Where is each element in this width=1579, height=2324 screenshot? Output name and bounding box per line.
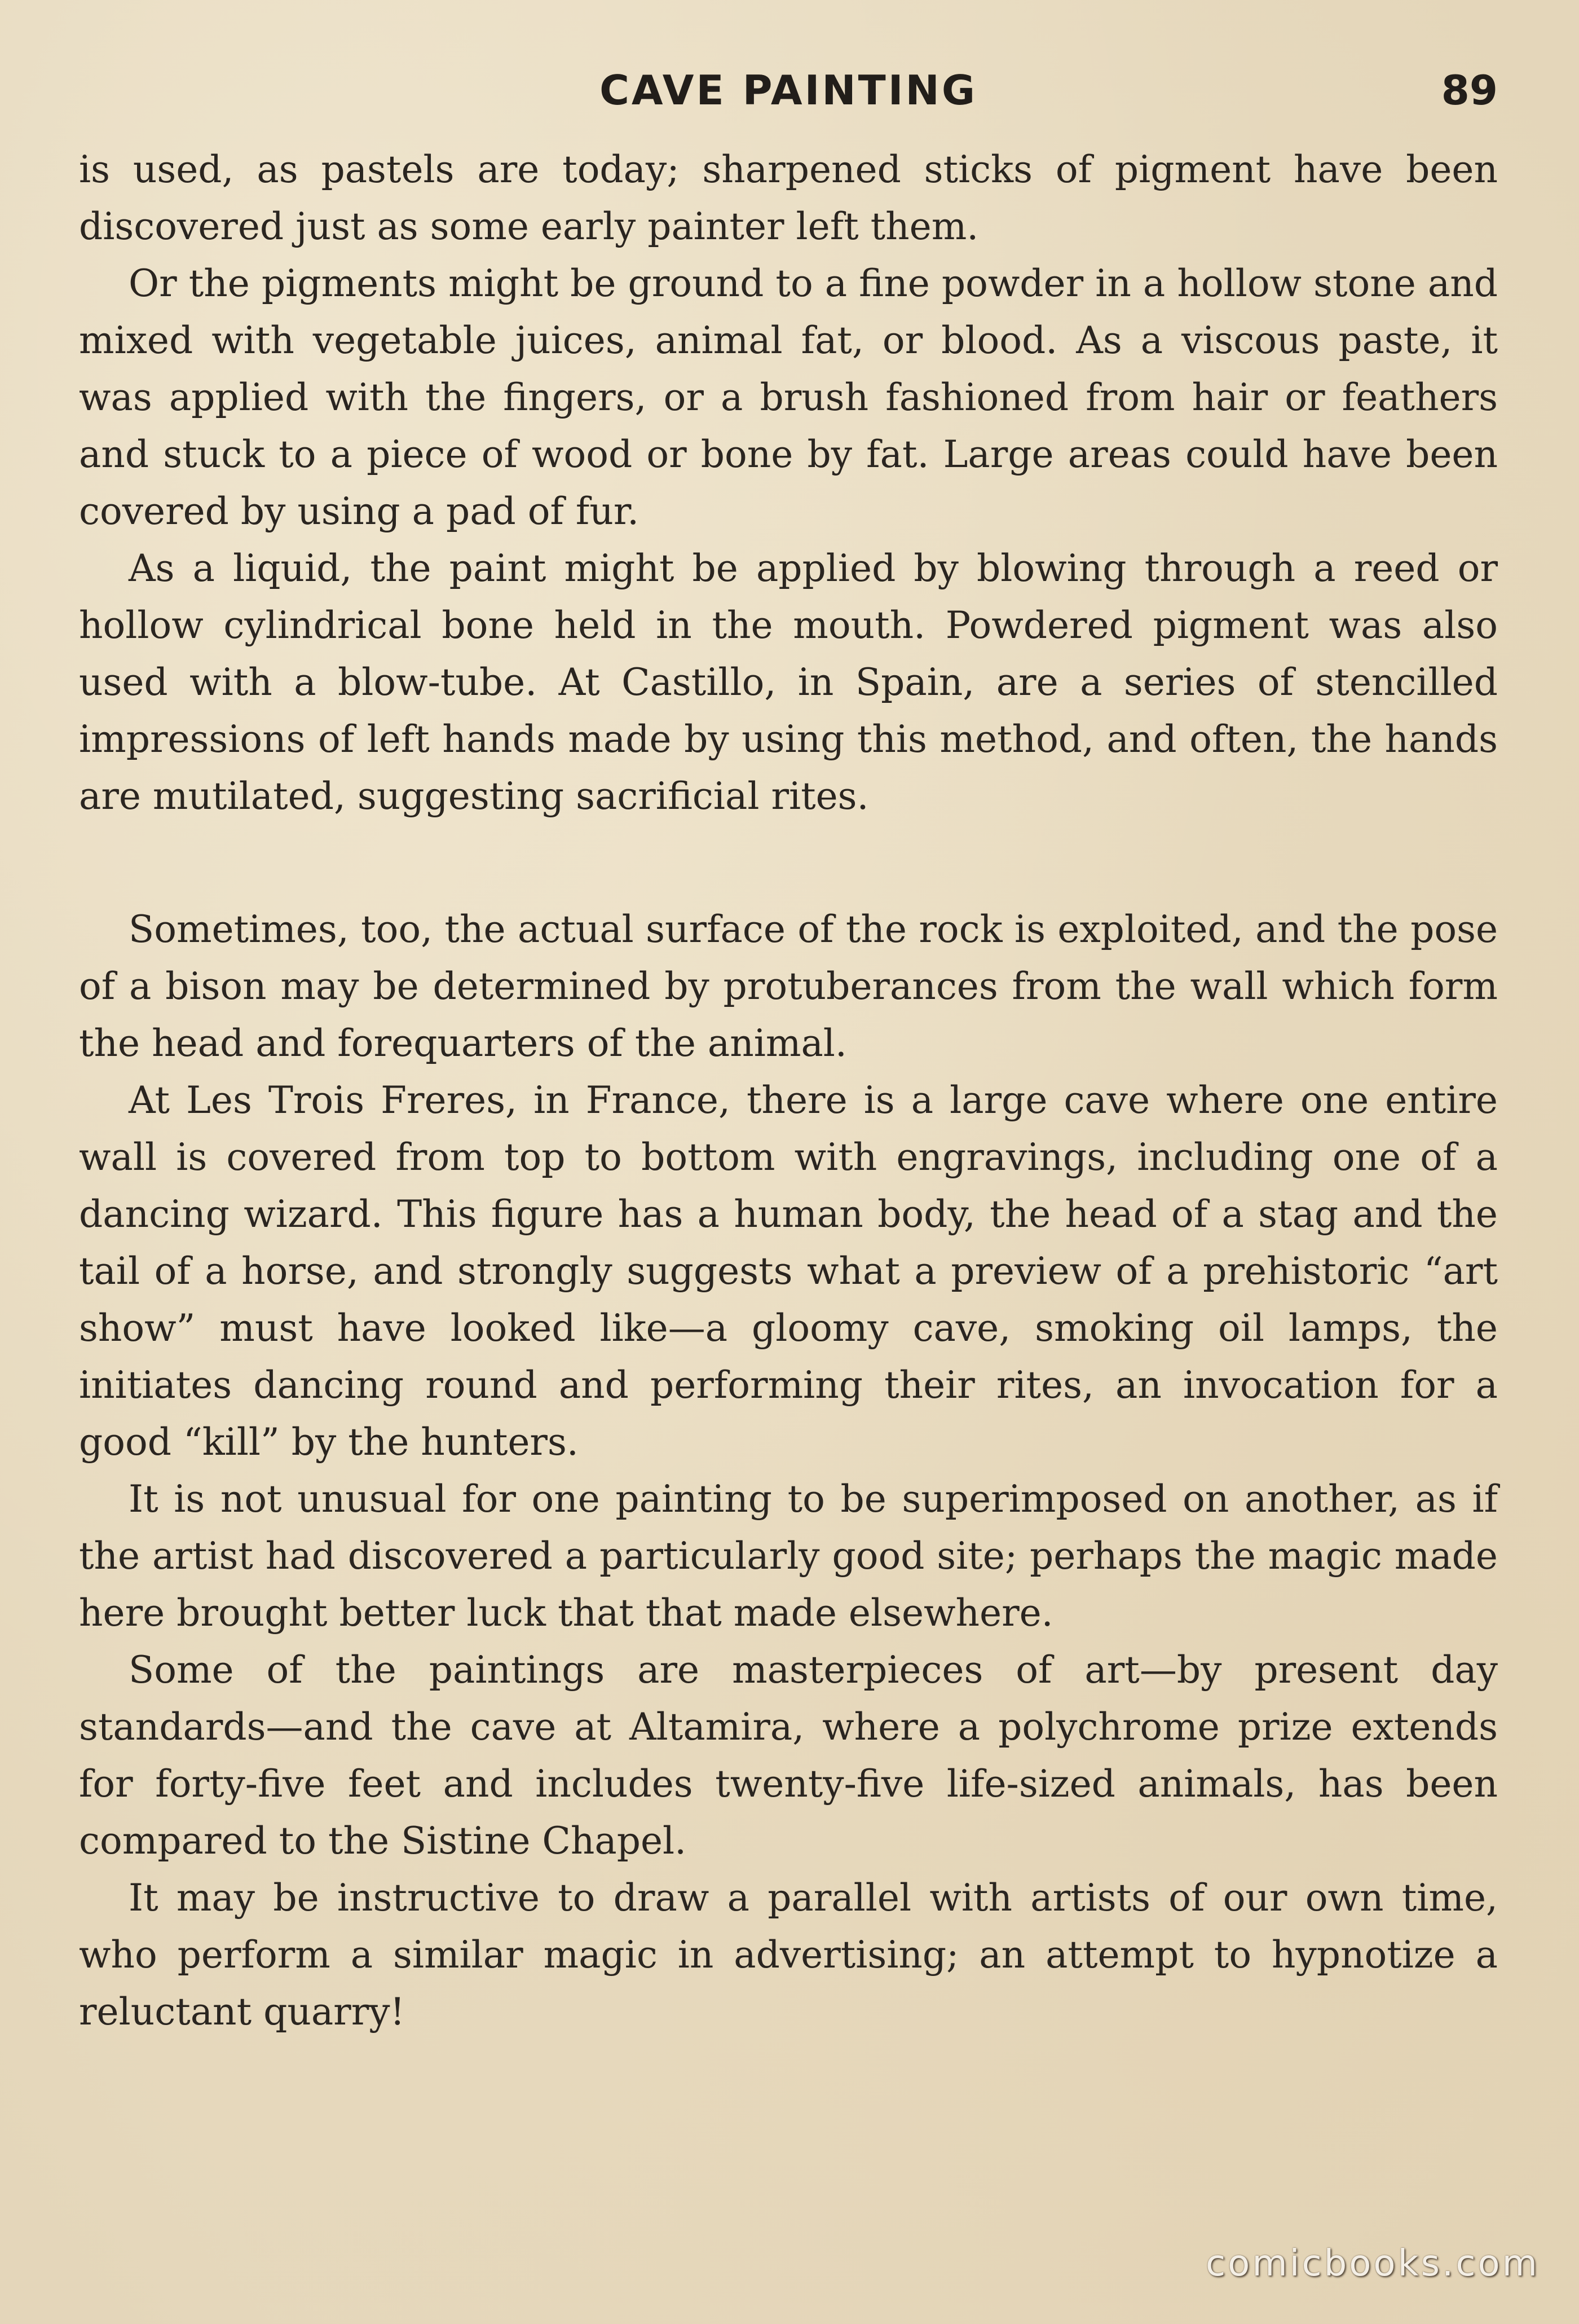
paragraph-advertising: It may be instructive to draw a parallel with artists of our own time, who perform a similar magic in advertising; an attempt to hypnotize a reluctant quarry! xyxy=(79,1876,1498,2034)
paragraph-rock-surface: Sometimes, too, the actual surface of the rock is exploited, and the pose of a bison may be determined by protuberances from the wall which form the head and forequarters of the animal. xyxy=(79,908,1498,1065)
paragraph-pigments: Or the pigments might be ground to a fine powder in a hollow stone and mixed with vegetable juices, animal fat, or blood. As a viscous paste, it was applied with the fingers, or a brush fashioned from hair or feathers and stuck to a piece of wood or bone by fat. Large areas could have been covered by using a pad of fur. xyxy=(79,262,1498,533)
body-text xyxy=(79,141,1498,2040)
paragraph-pastels: is used, as pastels are today; sharpened sticks of pigment have been discovered just as some early painter left them. xyxy=(79,148,1498,248)
paragraph-les-trois-freres: At Les Trois Freres, in France, there is a large cave where one entire wall is covered from top to bottom with engravings, including one of a dancing wizard. This figure has a human body, the head of a stag and the tail of a horse, and strongly suggests what a preview of a prehistoric “art show” must have looked like—a gloomy cave, smoking oil lamps, the initiates dancing round and performing their rites, an invocation for a good “kill” by the hunters. xyxy=(79,1079,1498,1464)
page-header xyxy=(79,67,1498,129)
paragraph-liquid-paint: As a liquid, the paint might be applied by blowing through a reed or hollow cylindrical bone held in the mouth. Powdered pigment was also used with a blow-tube. At Castillo, in Spain, are a series of stencilled impressions of left hands made by using this method, and often, the hands are mutilated, suggesting sacrificial rites. xyxy=(79,547,1498,818)
watermark: comicbooks.com xyxy=(1205,2243,1540,2285)
paragraph-altamira: Some of the paintings are masterpieces of art—by present day standards—and the cave at Altamira, where a polychrome prize extends for forty-five feet and includes twenty-five life-sized animals, has been compared to the Sistine Chapel. xyxy=(79,1648,1498,1863)
paragraph-superimposed: It is not unusual for one painting to be superimposed on another, as if the artist had discovered a particularly good site; perhaps the magic made here brought better luck that that made elsewhere. xyxy=(79,1477,1498,1635)
page-number: 89 xyxy=(1441,67,1498,114)
running-title: CAVE PAINTING xyxy=(599,67,977,114)
